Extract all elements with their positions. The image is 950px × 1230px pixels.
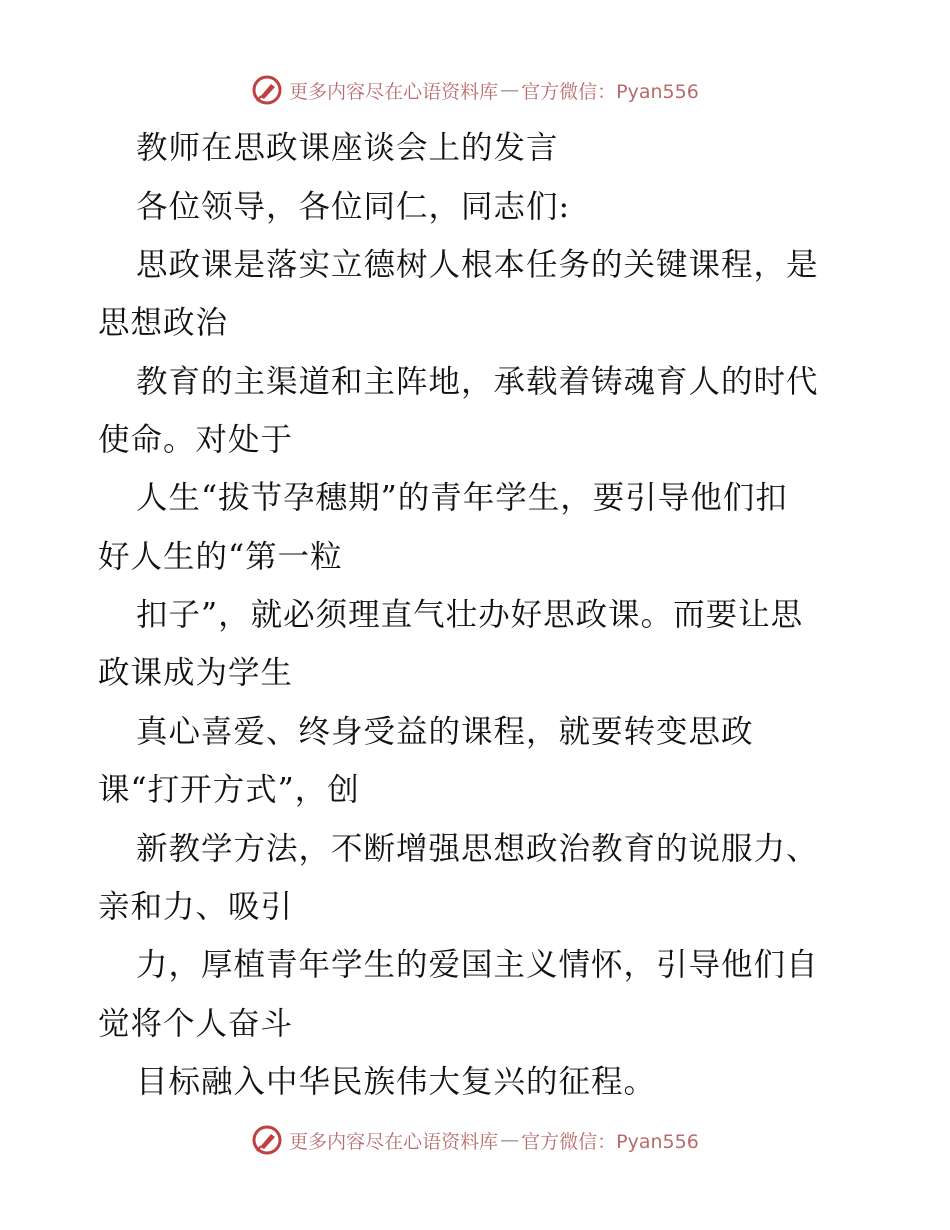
salutation: 各位领导，各位同仁，同志们: (136, 189, 571, 225)
watermark-suffix: 官方微信：Pyan556 (521, 1130, 699, 1153)
watermark-separator: — (500, 79, 520, 101)
body-line: 力，厚植青年学生的爱国主义情怀，引导他们自 (136, 947, 819, 983)
body-line: 政课成为学生 (98, 655, 294, 691)
header-watermark (0, 70, 950, 110)
body-line: 目标融入中华民族伟大复兴的征程。 (136, 1064, 657, 1100)
watermark-brand: 更多内容尽在心语资料库 (289, 80, 499, 103)
body-line: 课“打开方式”，创 (98, 772, 360, 808)
body-line: 教育的主渠道和主阵地，承载着铸魂育人的时代 (136, 364, 819, 400)
watermark-suffix: 官方微信：Pyan556 (521, 80, 699, 103)
body-line: 使命。对处于 (98, 422, 294, 458)
watermark-brand: 更多内容尽在心语资料库 (289, 1130, 499, 1153)
body-line: 新教学方法，不断增强思想政治教育的说服力、 (136, 831, 819, 867)
body-line: 亲和力、吸引 (98, 889, 294, 925)
body-line: 思政课是落实立德树人根本任务的关键课程，是 (136, 247, 819, 283)
body-line: 好人生的“第一粒 (98, 539, 343, 575)
pen-nib-circle-icon (251, 74, 283, 106)
body-line: 真心喜爱、终身受益的课程，就要转变思政 (136, 714, 754, 750)
document-title: 教师在思政课座谈会上的发言 (136, 130, 559, 166)
body-line: 觉将个人奋斗 (98, 1006, 294, 1042)
body-line: 思想政治 (98, 305, 229, 341)
body-line: 扣子”，就必须理直气壮办好思政课。而要让思 (136, 597, 804, 633)
watermark-separator: — (500, 1129, 520, 1151)
footer-watermark (0, 1120, 950, 1160)
pen-nib-circle-icon (251, 1124, 283, 1156)
body-line: 人生“拔节孕穗期”的青年学生，要引导他们扣 (136, 480, 788, 516)
